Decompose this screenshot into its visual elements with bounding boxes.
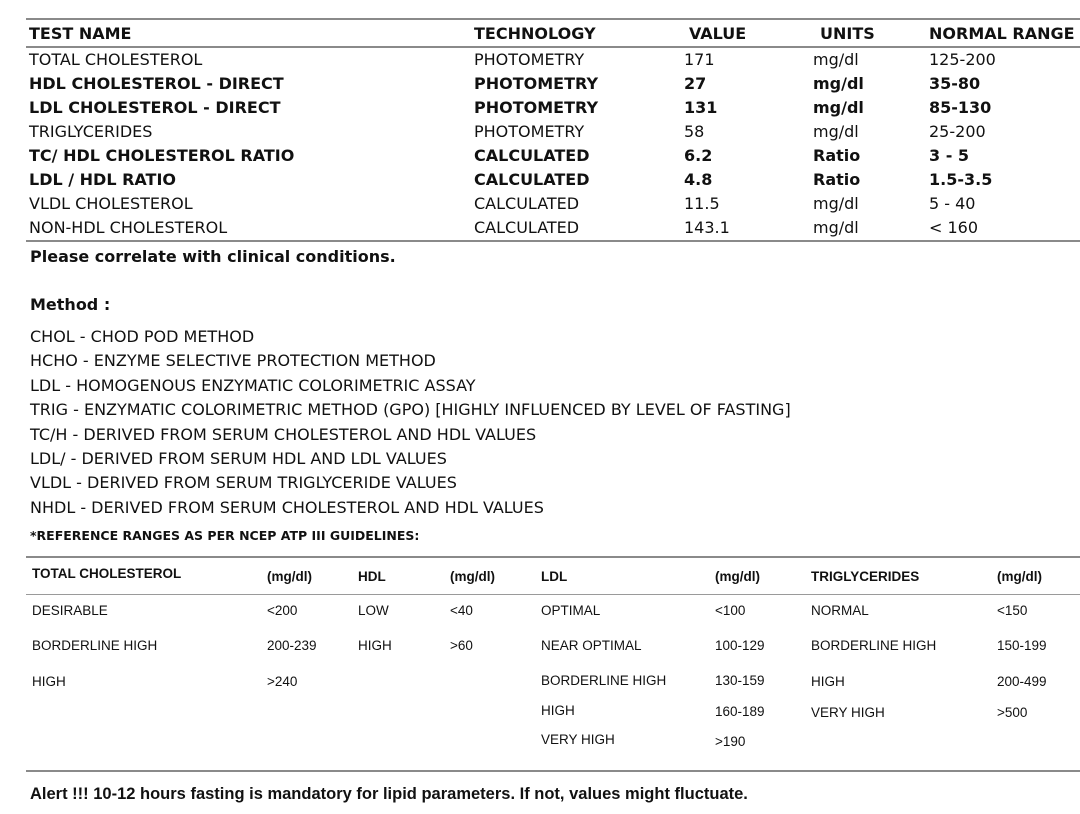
units: mg/dl [813,122,859,141]
ldl-label: VERY HIGH [541,732,615,747]
hdl-value: <40 [450,603,473,618]
units: Ratio [813,170,861,189]
table-row [26,192,1080,216]
table-row [26,72,1080,96]
technology: PHOTOMETRY [474,74,599,93]
ldl-label: NEAR OPTIMAL [541,638,642,653]
ldl-value: 160-189 [715,704,765,719]
results-header-row [26,20,1080,48]
header-technology: TECHNOLOGY [474,24,596,43]
test-name: TOTAL CHOLESTEROL [29,50,203,69]
reference-title: *REFERENCE RANGES AS PER NCEP ATP III GUIDELINES: [30,528,420,543]
tc-value: <200 [267,603,298,618]
ldl-value: <100 [715,603,746,618]
ldl-value: >190 [715,734,746,749]
results-table [26,18,1080,242]
normal-range: 35-80 [929,74,981,93]
tc-label: HIGH [32,674,66,689]
technology: CALCULATED [474,170,590,189]
method-list [30,325,791,520]
technology: CALCULATED [474,194,580,213]
table-row [26,144,1080,168]
normal-range: 3 - 5 [929,146,970,165]
value: 171 [684,50,715,69]
ref-header-hdl: HDL [358,569,386,584]
table-row [26,48,1080,72]
ref-unit-ldl: (mg/dl) [715,569,760,584]
value: 27 [684,74,707,93]
tg-value: 200-499 [997,674,1047,689]
test-name: NON-HDL CHOLESTEROL [29,218,228,237]
tg-value: 150-199 [997,638,1047,653]
units: mg/dl [813,74,864,93]
header-value: VALUE [689,24,747,43]
ref-unit-triglycerides: (mg/dl) [997,569,1042,584]
list-item: TC/H - DERIVED FROM SERUM CHOLESTEROL AND HDL VALUES [30,424,537,444]
value: 11.5 [684,194,720,213]
technology: PHOTOMETRY [474,98,599,117]
reference-table [26,556,1080,772]
value: 131 [684,98,718,117]
ldl-value: 100-129 [715,638,765,653]
units: mg/dl [813,194,859,213]
normal-range: 125-200 [929,50,996,69]
method-title: Method : [30,295,111,314]
tc-label: DESIRABLE [32,603,108,618]
units: mg/dl [813,50,859,69]
ref-header-ldl: LDL [541,569,568,584]
ref-header-triglycerides: TRIGLYCERIDES [811,569,920,584]
ldl-label: HIGH [541,703,575,718]
list-item: HCHO - ENZYME SELECTIVE PROTECTION METHOD [30,351,436,371]
value: 143.1 [684,218,730,237]
hdl-value: >60 [450,638,473,653]
test-name: VLDL CHOLESTEROL [29,194,193,213]
fasting-alert: Alert !!! 10-12 hours fasting is mandatory for lipid parameters. If not, values might fluctuate. [30,785,748,803]
normal-range: 25-200 [929,122,986,141]
value: 6.2 [684,146,713,165]
technology: CALCULATED [474,218,580,237]
normal-range: < 160 [929,218,979,237]
test-name: HDL CHOLESTEROL - DIRECT [29,74,284,93]
tc-label: BORDERLINE HIGH [32,638,158,653]
list-item: LDL - HOMOGENOUS ENZYMATIC COLORIMETRIC ASSAY [30,375,476,395]
normal-range: 5 - 40 [929,194,976,213]
test-name: TRIGLYCERIDES [29,122,153,141]
list-item: VLDL - DERIVED FROM SERUM TRIGLYCERIDE VALUES [30,473,457,493]
header-normal-range: NORMAL RANGE [929,24,1075,43]
tc-value: 200-239 [267,638,317,653]
ref-header-total-cholesterol: TOTAL CHOLESTEROL [32,566,182,581]
tc-value: >240 [267,674,298,689]
tg-value: >500 [997,705,1028,720]
units: Ratio [813,146,861,165]
test-name: LDL CHOLESTEROL - DIRECT [29,98,281,117]
reference-header-divider [26,594,1080,595]
correlate-note: Please correlate with clinical conditions. [30,247,396,266]
header-test-name: TEST NAME [29,24,132,43]
ldl-label: OPTIMAL [541,603,601,618]
technology: CALCULATED [474,146,590,165]
value: 4.8 [684,170,713,189]
ref-unit-hdl: (mg/dl) [450,569,495,584]
list-item: NHDL - DERIVED FROM SERUM CHOLESTEROL AND HDL VALUES [30,497,544,517]
technology: PHOTOMETRY [474,50,585,69]
tg-label: HIGH [811,674,845,689]
units: mg/dl [813,98,864,117]
hdl-label: LOW [358,603,389,618]
units: mg/dl [813,218,859,237]
table-row [26,168,1080,192]
header-units: UNITS [820,24,875,43]
ref-unit-total-cholesterol: (mg/dl) [267,569,312,584]
table-row [26,216,1080,240]
table-row [26,96,1080,120]
ldl-value: 130-159 [715,673,765,688]
tg-label: VERY HIGH [811,705,885,720]
table-row [26,120,1080,144]
technology: PHOTOMETRY [474,122,585,141]
tg-label: BORDERLINE HIGH [811,638,937,653]
list-item: TRIG - ENZYMATIC COLORIMETRIC METHOD (GPO) [HIGHLY INFLUENCED BY LEVEL OF FASTING] [30,400,791,420]
normal-range: 1.5-3.5 [929,170,993,189]
list-item: CHOL - CHOD POD METHOD [30,327,255,346]
test-name: TC/ HDL CHOLESTEROL RATIO [29,146,295,165]
list-item: LDL/ - DERIVED FROM SERUM HDL AND LDL VALUES [30,448,447,468]
test-name: LDL / HDL RATIO [29,170,177,189]
tg-value: <150 [997,603,1028,618]
ldl-label: BORDERLINE HIGH [541,673,667,688]
normal-range: 85-130 [929,98,992,117]
tg-label: NORMAL [811,603,869,618]
hdl-label: HIGH [358,638,392,653]
value: 58 [684,122,705,141]
